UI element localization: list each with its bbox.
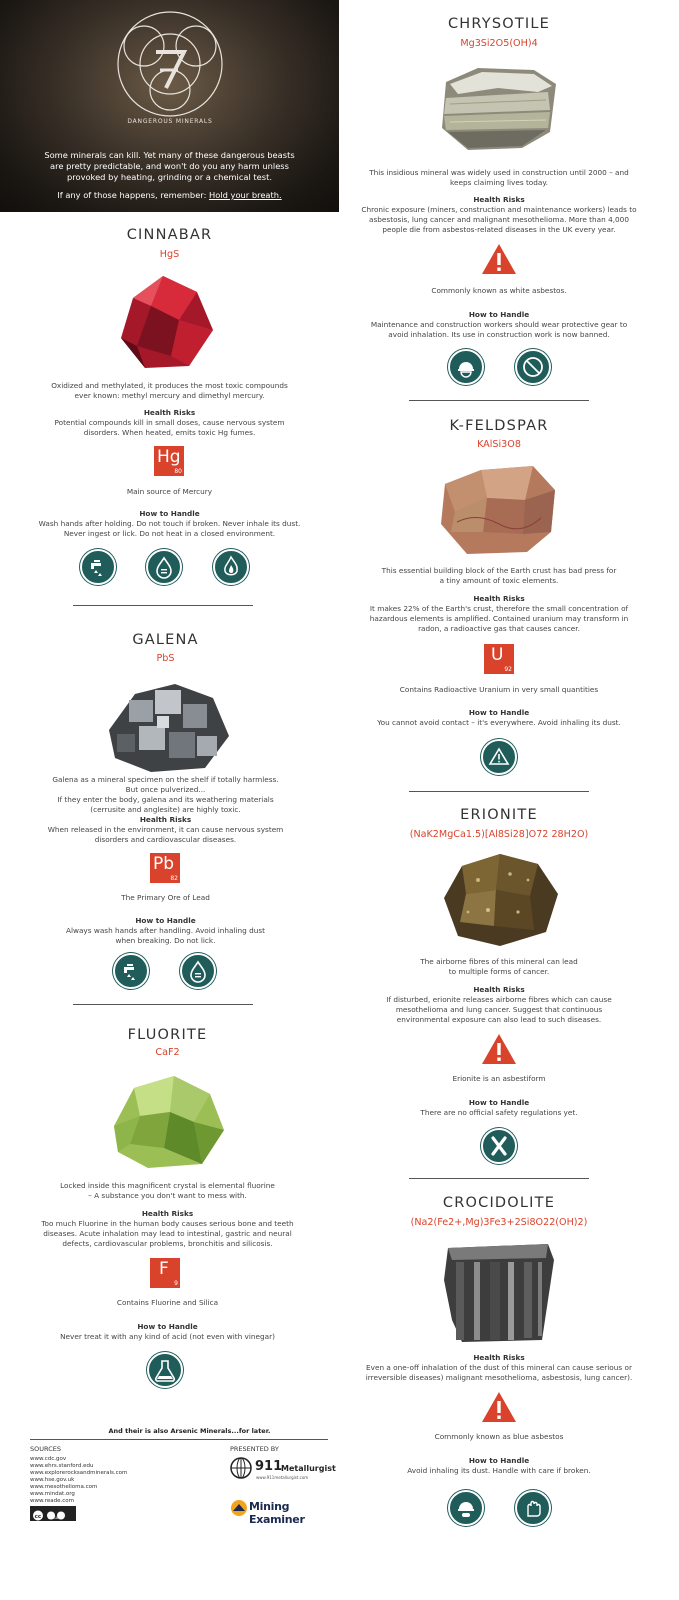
element-number: 92: [504, 666, 512, 673]
erionite-image: [438, 850, 562, 948]
kfeldspar-title: K-FELDSPAR: [449, 418, 549, 434]
no-regulation-x-icon: [481, 1128, 517, 1164]
wear-helmet-icon: [448, 349, 484, 385]
hero-line-3: provoked by heating, grinding or a chemical test.: [67, 172, 272, 182]
cinnabar-element-caption: Main source of Mercury: [126, 487, 213, 496]
no-ingest-icon: [180, 953, 216, 989]
chrysotile-risks-3: people die from asbestos-related diseases in the UK every year.: [382, 225, 616, 234]
kfeldspar-risks-1: It makes 22% of the Earth's crust, therefore the small concentration of: [369, 604, 629, 613]
kfeldspar-handle-heading: How to Handle: [468, 708, 530, 717]
element-symbol: F: [159, 1259, 169, 1279]
galena-handle-heading: How to Handle: [135, 916, 196, 925]
source-link[interactable]: www.mindat.org: [30, 1491, 75, 1497]
divider: [73, 1004, 253, 1005]
element-number: 80: [174, 468, 182, 475]
source-link[interactable]: www.explorerocksandminerals.com: [30, 1470, 128, 1476]
galena-title: GALENA: [132, 632, 199, 648]
galena-desc-2: But once pulverized...: [125, 785, 206, 794]
brand-number: 911: [255, 1459, 283, 1474]
cinnabar-risks-1: Potential compounds kill in small doses, cause nervous system: [54, 418, 285, 427]
caution-icon: [481, 739, 517, 775]
crocidolite-image: [438, 1240, 562, 1344]
erionite-handle-heading: How to Handle: [468, 1098, 530, 1107]
chrysotile-risks-heading: Health Risks: [473, 195, 525, 204]
mining-examiner-logo[interactable]: [230, 1497, 336, 1526]
cinnabar-handle-1: Wash hands after holding. Do not touch if broken. Never inhale its dust.: [38, 519, 301, 528]
erionite-formula: (NaK2MgCa1.5)[Al8Si28]O72 28H2O): [409, 829, 589, 840]
crocidolite-handle-heading: How to Handle: [468, 1456, 530, 1465]
divider: [409, 400, 589, 401]
element-symbol: Hg: [157, 447, 181, 467]
metallurgist-globe-icon: [230, 1456, 252, 1480]
erionite-desc-2: to multiple forms of cancer.: [448, 967, 550, 976]
prohibited-icon: [515, 349, 551, 385]
license-text: BY SA: [48, 1516, 59, 1520]
source-link[interactable]: www.mesothelioma.com: [30, 1484, 98, 1490]
erionite-risks-3: environmental exposure can also lead to such diseases.: [396, 1015, 602, 1024]
lead-element-tile: [150, 853, 180, 883]
fluorite-element-caption: Contains Fluorine and Silica: [116, 1298, 219, 1307]
erionite-caption: Erionite is an asbestiform: [452, 1074, 546, 1083]
chrysotile-risks-2: asbestosis, lung cancer and malignant mesothelioma. More than 4,000: [369, 215, 629, 224]
fluorite-handle-1: Never treat it with any kind of acid (not even with vinegar): [60, 1332, 275, 1341]
erionite-risks-heading: Health Risks: [473, 985, 525, 994]
chrysotile-desc-2: keeps claiming lives today.: [450, 178, 548, 187]
hero-line-1: Some minerals can kill. Yet many of these dangerous beasts: [44, 150, 295, 160]
chrysotile-handle-2: avoid inhalation. Its use in construction work is now banned.: [388, 330, 610, 339]
element-symbol: Pb: [153, 854, 175, 874]
warning-icon: [480, 242, 518, 276]
fluorite-desc-1: Locked inside this magnificent crystal is elemental fluorine: [60, 1181, 275, 1190]
arsenic-note: And their is also Arsenic Minerals...for later.: [108, 1427, 271, 1435]
fluorite-risks-3: defects, cardiovascular problems, bronchitis and silicosis.: [62, 1239, 273, 1248]
fluorite-risks-2: diseases. Acute inhalation may lead to intestinal, gastric and neural: [43, 1229, 292, 1238]
erionite-title: ERIONITE: [460, 807, 538, 823]
chrysotile-caption: Commonly known as white asbestos.: [431, 286, 567, 295]
sources-heading: SOURCES: [30, 1445, 61, 1453]
galena-element-caption: The Primary Ore of Lead: [121, 893, 210, 902]
galena-risks-1: When released in the environment, it can cause nervous system: [47, 825, 284, 834]
hold-your-breath-link[interactable]: Hold your breath.: [209, 190, 282, 200]
chrysotile-desc-1: This insidious mineral was widely used in construction until 2000 – and: [369, 168, 629, 177]
erionite-risks-1: If disturbed, erionite releases airborne fibres which can cause: [386, 995, 612, 1004]
cinnabar-risks-2: disorders. When heated, emits toxic Hg fumes.: [83, 428, 256, 437]
cinnabar-handle-2: Never ingest or lick. Do not heat in a closed environment.: [63, 529, 276, 538]
fluorite-risks-1: Too much Fluorine in the human body causes serious bone and teeth: [41, 1219, 294, 1228]
source-link[interactable]: www.reade.com: [30, 1498, 75, 1504]
chrysotile-handle-1: Maintenance and construction workers should wear protective gear to: [370, 320, 628, 329]
chrysotile-formula: Mg3Si2O5(OH)4: [460, 38, 538, 49]
galena-formula: PbS: [156, 653, 175, 664]
cinnabar-desc-2: ever known: methyl mercury and dimethyl mercury.: [74, 391, 265, 400]
chrysotile-risks-1: Chronic exposure (miners, construction and maintenance workers) leads to: [361, 205, 637, 214]
chrysotile-title: CHRYSOTILE: [447, 16, 551, 32]
fluorite-image: [104, 1070, 228, 1172]
uranium-element-tile: [484, 644, 514, 674]
element-number: 9: [174, 1280, 178, 1287]
footer-divider: [30, 1439, 328, 1440]
erionite-handle-1: There are no official safety regulations yet.: [420, 1108, 578, 1117]
kfeldspar-desc-1: This essential building block of the Earth crust has bad press for: [381, 566, 617, 575]
creative-commons-badge: [30, 1506, 76, 1521]
erionite-desc-1: The airborne fibres of this mineral can lead: [420, 957, 578, 966]
logo-text: DANGEROUS MINERALS: [127, 118, 213, 125]
galena-desc-1: Galena as a mineral specimen on the shelf if totally harmless.: [52, 775, 279, 784]
source-link[interactable]: www.ehrs.stanford.edu: [30, 1463, 94, 1469]
warning-icon: [480, 1032, 518, 1066]
kfeldspar-formula: KAlSi3O8: [477, 439, 521, 450]
chrysotile-handle-heading: How to Handle: [468, 310, 530, 319]
galena-handle-1: Always wash hands after handling. Avoid inhaling dust: [65, 926, 266, 935]
fluorite-desc-2: – A substance you don't want to mess with.: [88, 1191, 247, 1200]
brand-word: Metallurgist: [281, 1464, 336, 1473]
kfeldspar-risks-2: hazardous elements is amplified. Contained uranium may transform in: [369, 614, 629, 623]
no-ingest-icon: [146, 549, 182, 585]
no-heat-icon: [213, 549, 249, 585]
crocidolite-handle-1: Avoid inhaling its dust. Handle with care if broken.: [407, 1466, 591, 1475]
crocidolite-risks-1: Even a one-off inhalation of the dust of this mineral can cause serious or: [366, 1363, 632, 1372]
chrysotile-image: [438, 62, 562, 154]
galena-desc-4: (cerrusite and anglesite) are highly toxic.: [90, 805, 241, 814]
no-acid-flask-icon: [147, 1352, 183, 1388]
kfeldspar-image: [437, 462, 561, 558]
crocidolite-formula: (Na2(Fe2+,Mg)3Fe3+2Si8O22(OH)2): [410, 1217, 588, 1228]
kfeldspar-desc-2: a tiny amount of toxic elements.: [439, 576, 559, 585]
galena-risks-2: disorders and cardiovascular diseases.: [94, 835, 237, 844]
wear-gloves-icon: [515, 1490, 551, 1526]
element-symbol: U: [491, 645, 504, 665]
hero-line-4: [10, 190, 329, 202]
galena-image: [95, 676, 235, 776]
cinnabar-image: [115, 272, 217, 372]
galena-risks-heading: Health Risks: [139, 815, 192, 824]
cinnabar-risks-heading: Health Risks: [143, 408, 196, 417]
warning-icon: [480, 1390, 518, 1424]
mining-examiner-text: Mining Examiner: [249, 1500, 305, 1526]
metallurgist-logo[interactable]: [230, 1456, 340, 1484]
cinnabar-formula: HgS: [159, 249, 180, 260]
fluorite-title: FLUORITE: [127, 1027, 208, 1043]
divider: [409, 791, 589, 792]
source-link[interactable]: www.hse.gov.uk: [30, 1477, 75, 1483]
mining-examiner-emblem-icon: [230, 1499, 248, 1517]
cinnabar-title: CINNABAR: [126, 227, 213, 243]
source-link[interactable]: www.cdc.gov: [30, 1456, 67, 1462]
fluorite-formula: CaF2: [155, 1047, 180, 1058]
divider: [409, 1178, 589, 1179]
crocidolite-risks-2: irreversible diseases) malignant mesothelioma, asbestosis, lung cancer).: [365, 1373, 633, 1382]
hero-banner: [0, 0, 339, 212]
wear-mask-icon: [448, 1490, 484, 1526]
cinnabar-desc-1: Oxidized and methylated, it produces the most toxic compounds: [51, 381, 288, 390]
wash-hands-icon: [113, 953, 149, 989]
fluorine-element-tile: [150, 1258, 180, 1288]
kfeldspar-risks-3: radon, a radioactive gas that causes cancer.: [418, 624, 580, 633]
mercury-element-tile: [154, 446, 184, 476]
erionite-risks-2: mesothelioma and lung cancer. Suggest that continuous: [395, 1005, 603, 1014]
crocidolite-title: CROCIDOLITE: [442, 1195, 556, 1211]
galena-handle-2: when breaking. Do not lick.: [115, 936, 216, 945]
hero-line-4-prefix: If any of those happens, remember:: [57, 190, 207, 200]
svg-text:cc: cc: [34, 1513, 42, 1520]
kfeldspar-handle-1: You cannot avoid contact – it's everywhere. Avoid inhaling its dust.: [377, 718, 621, 727]
crocidolite-risks-heading: Health Risks: [473, 1353, 525, 1362]
hero-line-2: are pretty predictable, and won't do you any harm unless: [50, 161, 289, 171]
crocidolite-caption: Commonly known as blue asbestos: [434, 1432, 564, 1441]
wash-hands-icon: [80, 549, 116, 585]
kfeldspar-element-caption: Contains Radioactive Uranium in very small quantities: [399, 685, 599, 694]
element-number: 82: [170, 875, 178, 882]
kfeldspar-risks-heading: Health Risks: [473, 594, 525, 603]
cinnabar-handle-heading: How to Handle: [139, 509, 200, 518]
divider: [73, 605, 253, 606]
presented-by-label: PRESENTED BY: [230, 1445, 279, 1453]
brand-url: www.911metallurgist.com: [256, 1475, 309, 1480]
fluorite-risks-heading: Health Risks: [141, 1209, 194, 1218]
dangerous-minerals-logo: [112, 6, 228, 122]
galena-desc-3: If they enter the body, galena and its weathering materials: [57, 795, 274, 804]
fluorite-handle-heading: How to Handle: [137, 1322, 198, 1331]
